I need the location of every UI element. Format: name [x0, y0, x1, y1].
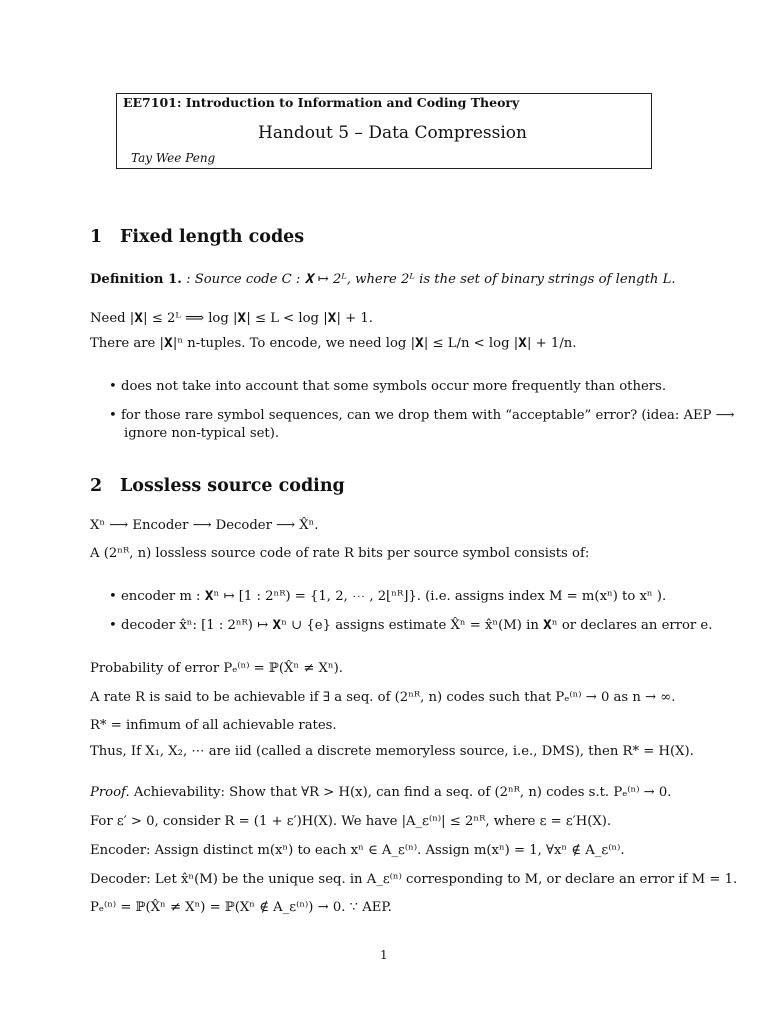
- definition-label: Definition 1.: [90, 272, 182, 287]
- achievable-rate-line: A rate R is said to be achievable if ∃ a seq. of (2ⁿᴿ, n) codes such that Pₑ⁽ⁿ⁾ → 0 as n → ∞.: [90, 690, 676, 705]
- ntuple-line: There are |𝐗|ⁿ n-tuples. To encode, we need log |𝐗| ≤ L/n < log |𝐗| + 1/n.: [90, 336, 577, 351]
- list-item: • encoder m : 𝐗ⁿ ↦ [1 : 2ⁿᴿ) = {1, 2, ⋯ , 2⌊ⁿᴿ⌋}. (i.e. assigns index M = m(xⁿ) to xⁿ ).: [109, 589, 667, 604]
- dms-line: Thus, If X₁, X₂, ⋯ are iid (called a discrete memoryless source, i.e., DMS), then R* = H(X).: [90, 744, 694, 759]
- proof-line: For ε′ > 0, consider R = (1 + ε′)H(X). We have |A_ε⁽ⁿ⁾| ≤ 2ⁿᴿ, where ε = ε′H(X).: [90, 814, 612, 829]
- proof-line: Pₑ⁽ⁿ⁾ = ℙ(X̂ⁿ ≠ Xⁿ) = ℙ(Xⁿ ∉ A_ε⁽ⁿ⁾) → 0. ∵ AEP.: [90, 900, 392, 915]
- section-1-heading: [90, 227, 304, 247]
- proof-line: Encoder: Assign distinct m(xⁿ) to each xⁿ ∈ A_ε⁽ⁿ⁾. Assign m(xⁿ) = 1, ∀xⁿ ∉ A_ε⁽ⁿ⁾.: [90, 843, 625, 858]
- section-number: 2: [90, 476, 103, 496]
- section-2-heading: [90, 476, 345, 496]
- bullet-icon: •: [109, 618, 117, 633]
- proof-label: Proof.: [90, 785, 130, 800]
- pipeline-line: Xⁿ ⟶ Encoder ⟶ Decoder ⟶ X̂ⁿ.: [90, 518, 319, 533]
- need-line: Need |𝐗| ≤ 2ᴸ ⟹ log |𝐗| ≤ L < log |𝐗| + 1.: [90, 311, 373, 326]
- infimum-line: R* = infimum of all achievable rates.: [90, 718, 337, 733]
- bullet-icon: •: [109, 589, 117, 604]
- definition-text: : Source code C : 𝐗 ↦ 2ᴸ, where 2ᴸ is the set of binary strings of length L.: [186, 272, 676, 287]
- bullet-icon: •: [109, 379, 117, 394]
- section-title: Fixed length codes: [120, 227, 305, 247]
- page-number: 1: [380, 948, 388, 962]
- course-title: EE7101: Introduction to Information and Coding Theory: [123, 95, 520, 110]
- proof-first-line: Proof. Achievability: Show that ∀R > H(x), can find a seq. of (2ⁿᴿ, n) codes s.t. Pₑ⁽ⁿ⁾ → 0.: [90, 785, 672, 800]
- code-definition-line: A (2ⁿᴿ, n) lossless source code of rate R bits per source symbol consists of:: [90, 546, 590, 561]
- list-item-continuation: ignore non-typical set).: [124, 426, 280, 441]
- error-probability-line: Probability of error Pₑ⁽ⁿ⁾ = ℙ(X̂ⁿ ≠ Xⁿ).: [90, 661, 343, 676]
- list-item: • decoder x̂ⁿ: [1 : 2ⁿᴿ) ↦ 𝐗ⁿ ∪ {e} assigns estimate X̂ⁿ = x̂ⁿ(M) in 𝐗ⁿ or declares an error e.: [109, 618, 713, 633]
- author: Tay Wee Peng: [131, 151, 216, 165]
- handout-title: Handout 5 – Data Compression: [258, 123, 527, 143]
- list-item: • for those rare symbol sequences, can we drop them with “acceptable” error? (idea: AEP ⟶: [109, 408, 735, 423]
- bullet-icon: •: [109, 408, 117, 423]
- section-title: Lossless source coding: [120, 476, 345, 496]
- section-number: 1: [90, 227, 103, 247]
- list-item: • does not take into account that some symbols occur more frequently than others.: [109, 379, 667, 394]
- proof-line: Decoder: Let x̂ⁿ(M) be the unique seq. in A_ε⁽ⁿ⁾ corresponding to M, or declare an error if M = 1.: [90, 872, 738, 887]
- definition: [90, 272, 676, 287]
